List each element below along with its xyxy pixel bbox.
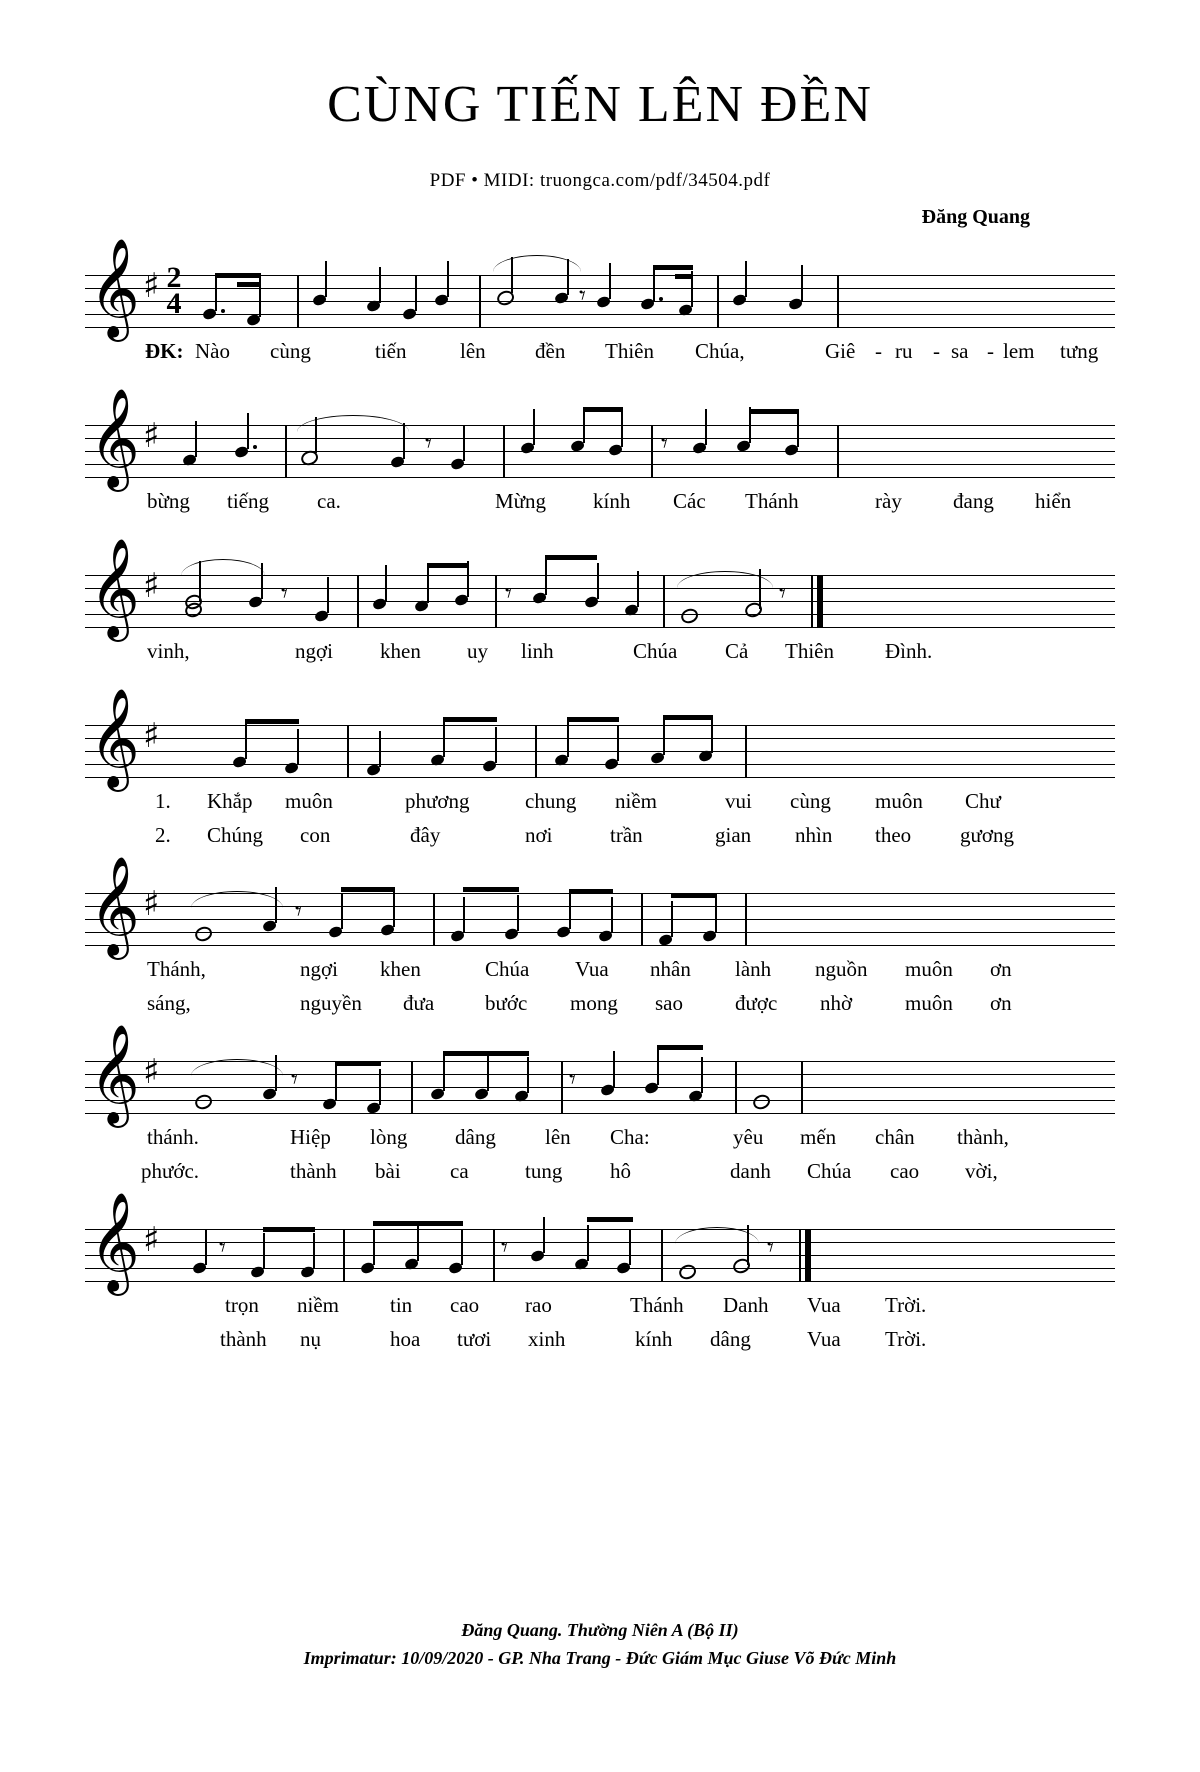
- music-system-1: [85, 238, 1115, 397]
- lyrics-row-1: ĐK: Nào cùng tiến lên đền Thiên Chúa, Giê - ru - sa - lem tưng: [145, 339, 1099, 363]
- key-signature: ♯: [143, 416, 160, 456]
- lyrics-row-5-verse2: sáng, nguyền đưa bước mong sao được nhờ muôn ơn: [147, 991, 1012, 1015]
- staff-5: 𝄞 ♯ 𝄾: [85, 865, 1115, 957]
- lyrics-row-4-verse2: 2. Chúng con đây nơi trần gian nhìn theo gương: [155, 823, 1014, 847]
- treble-clef-icon: 𝄞: [89, 1024, 140, 1124]
- eighth-rest: 𝄾: [579, 281, 586, 311]
- staff-7: 𝄞 ♯ 𝄾 𝄾 𝄾: [85, 1201, 1115, 1293]
- treble-clef-icon: 𝄞: [89, 1192, 140, 1292]
- music-system-6: [85, 1024, 1115, 1201]
- key-signature: ♯: [143, 884, 160, 924]
- treble-clef-icon: 𝄞: [89, 388, 140, 488]
- key-signature: ♯: [143, 716, 160, 756]
- lyrics-row-7-verse1: trọn niềm tin cao rao Thánh Danh Vua Trời.: [225, 1293, 927, 1317]
- treble-clef-icon: 𝄞: [89, 238, 140, 338]
- footer-line-1: Đăng Quang. Thường Niên A (Bộ II): [461, 1620, 739, 1640]
- composer-name: Đăng Quang: [921, 206, 1030, 228]
- lyrics-row-6-verse1: thánh. Hiệp lòng dâng lên Cha: yêu mến chân thành,: [147, 1125, 1009, 1149]
- staff-3: 𝄞 ♯ 𝄾 𝄾 𝄾: [85, 547, 1115, 639]
- time-signature-denominator: 4: [166, 287, 182, 320]
- page-title: CÙNG TIẾN LÊN ĐỀN: [327, 76, 873, 133]
- music-system-2: [85, 388, 1115, 547]
- staff-6: 𝄞 ♯ 𝄾 𝄾: [85, 1033, 1115, 1125]
- page-footer: [0, 1616, 1200, 1672]
- music-system-3: [85, 538, 1115, 697]
- key-signature: ♯: [143, 1052, 160, 1092]
- key-signature: ♯: [143, 1220, 160, 1260]
- lyrics-row-4-verse1: 1. Khắp muôn phương chung niềm vui cùng muôn Chư: [155, 789, 1001, 813]
- lyrics-row-6-verse2: phước. thành bài ca tung hô danh Chúa cao vời,: [141, 1159, 998, 1183]
- treble-clef-icon: 𝄞: [89, 688, 140, 788]
- treble-clef-icon: 𝄞: [89, 538, 140, 638]
- source-subtitle: PDF • MIDI: truongca.com/pdf/34504.pdf: [429, 170, 771, 191]
- staff-4: [85, 688, 1115, 789]
- sheet-music-page: [0, 75, 1200, 1772]
- lyrics-row-2: bừng tiếng ca. Mừng kính Các Thánh rày đang hiển: [147, 489, 1072, 513]
- time-signature: [161, 261, 187, 320]
- lyrics-row-3: vinh, ngợi khen uy linh Chúa Cả Thiên Đình.: [147, 639, 933, 663]
- key-signature: ♯: [143, 266, 160, 306]
- time-signature-numerator: 2: [166, 261, 182, 294]
- music-system-7: [85, 1192, 1115, 1369]
- music-system-4: [85, 688, 1115, 865]
- lyrics-row-7-verse2: thành nụ hoa tươi xinh kính dâng Vua Trời.: [220, 1327, 927, 1351]
- music-system-5: [85, 856, 1115, 1033]
- treble-clef-icon: 𝄞: [89, 856, 140, 956]
- footer-line-2: Imprimatur: 10/09/2020 - GP. Nha Trang - Đức Giám Mục Giuse Võ Đức Minh: [303, 1648, 897, 1668]
- key-signature: ♯: [143, 566, 160, 606]
- music-systems: [0, 238, 1200, 1369]
- staff-2: 𝄞 ♯ 𝄾 𝄾: [85, 397, 1115, 489]
- lyrics-row-5-verse1: Thánh, ngợi khen Chúa Vua nhân lành nguồn muôn ơn: [147, 957, 1012, 981]
- staff-1: [85, 238, 1115, 339]
